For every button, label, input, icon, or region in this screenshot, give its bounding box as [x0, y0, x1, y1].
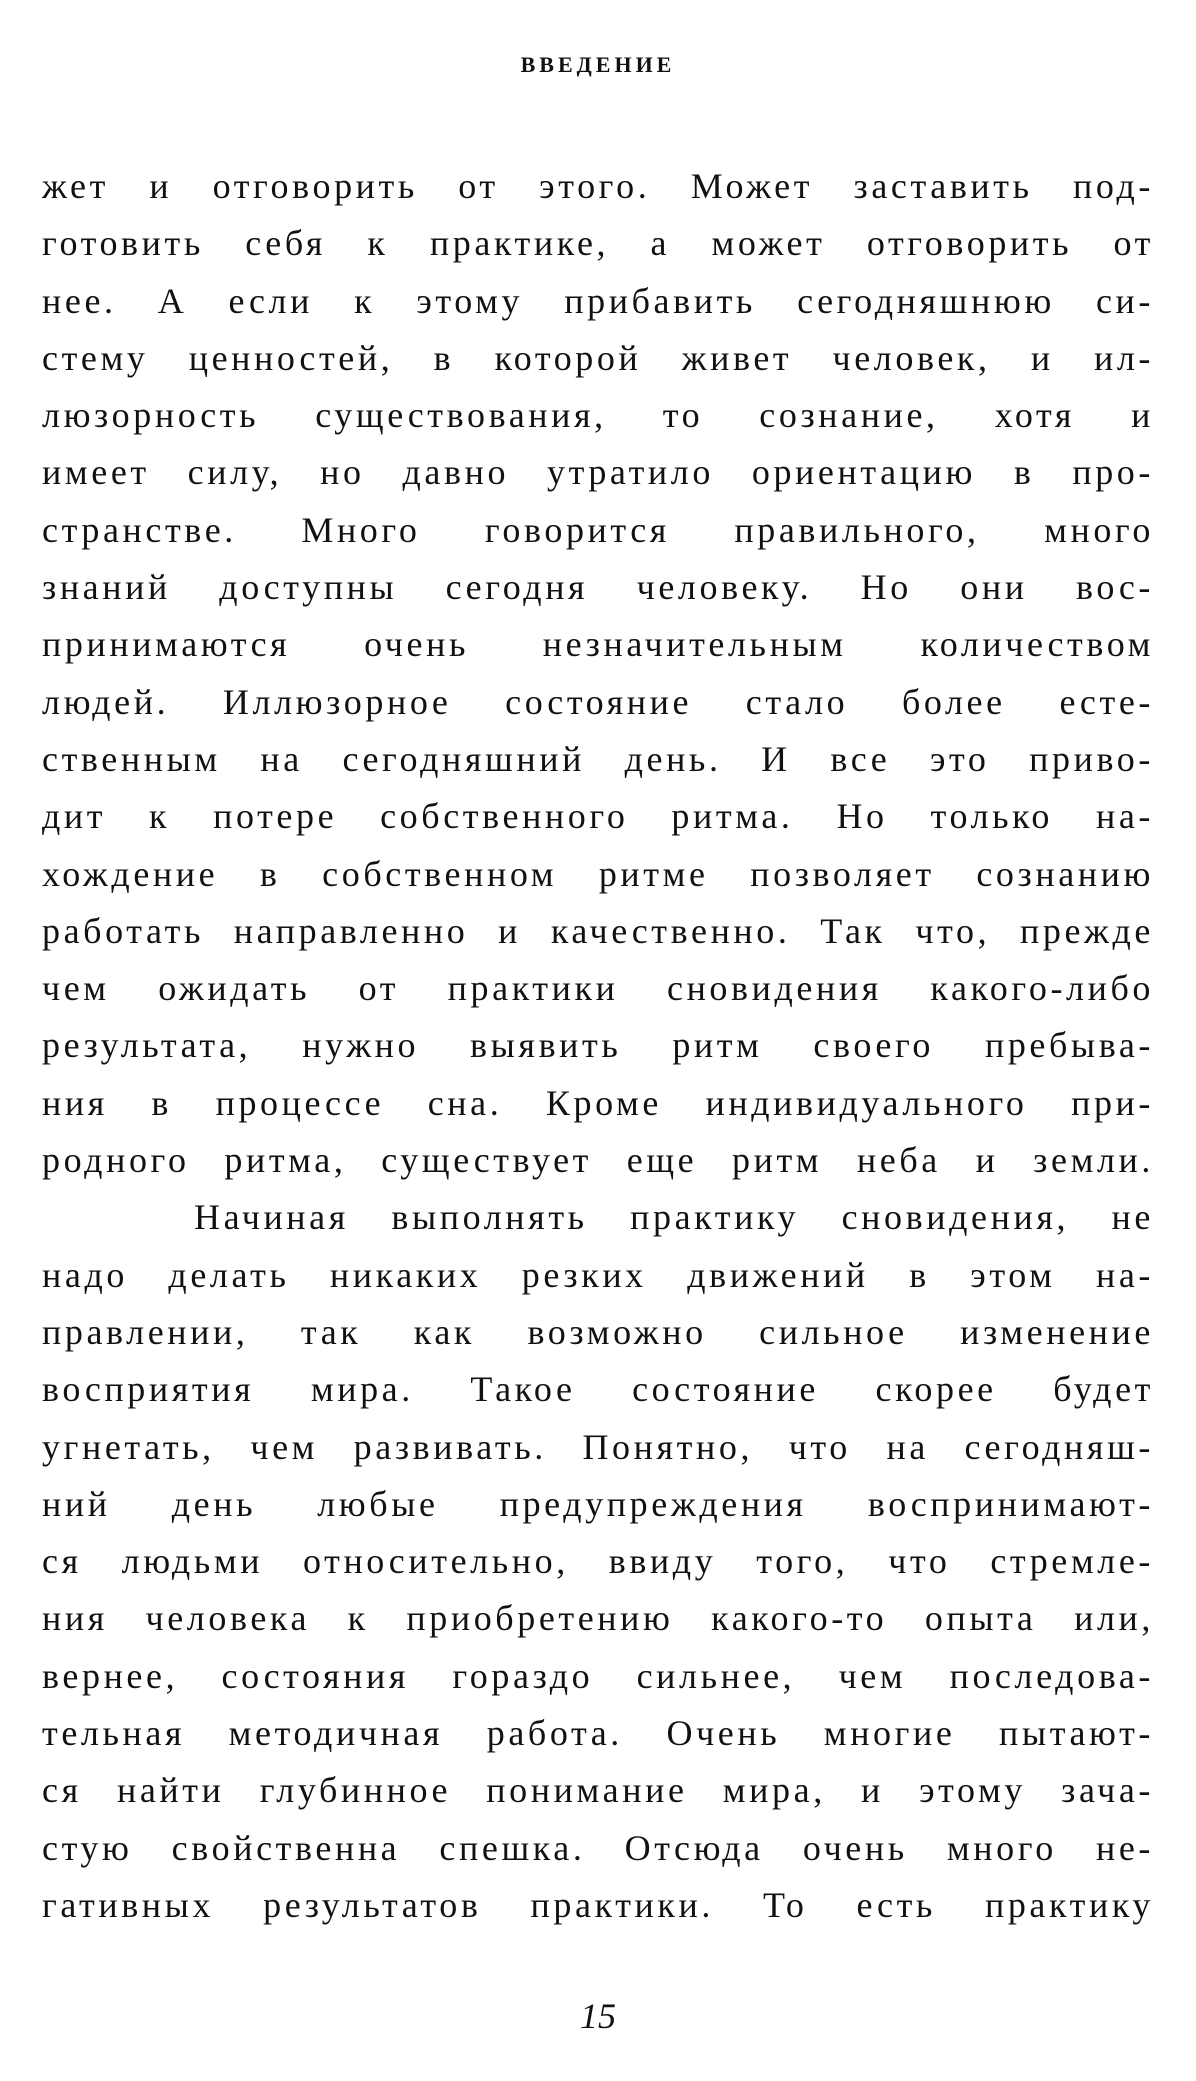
text-line: стую свойственна спешка. Отсюда очень много не- — [42, 1827, 1154, 1868]
text-line: ся найти глубинное понимание мира, и этому зача- — [42, 1770, 1154, 1811]
text-line: надо делать никаких резких движений в этом на- — [42, 1254, 1154, 1295]
text-line: гативных результатов практики. То есть практику — [42, 1884, 1154, 1925]
text-line: чем ожидать от практики сновидения какого-либо — [42, 968, 1154, 1009]
text-line: знаний доступны сегодня человеку. Но они вос- — [42, 567, 1154, 608]
text-line: хождение в собственном ритме позволяет сознанию — [42, 853, 1154, 894]
text-line: стему ценностей, в которой живет человек, и ил- — [42, 337, 1154, 378]
text-line: нее. А если к этому прибавить сегодняшнюю си- — [42, 280, 1154, 321]
text-line: ния в процессе сна. Кроме индивидуального при- — [42, 1082, 1154, 1123]
text-line: угнетать, чем развивать. Понятно, что на сегодняш- — [42, 1426, 1154, 1467]
text-line: работать направленно и качественно. Так что, прежде — [42, 910, 1154, 951]
text-line: тельная методичная работа. Очень многие пытают- — [42, 1713, 1154, 1754]
text-line: имеет силу, но давно утратило ориентацию в про- — [42, 452, 1154, 493]
page-number: 15 — [580, 1996, 616, 2036]
text-line: странстве. Много говорится правильного, много — [42, 509, 1154, 550]
text-line: результата, нужно выявить ритм своего пребыва- — [42, 1025, 1154, 1066]
text-line: правлении, так как возможно сильное изменение — [42, 1311, 1154, 1352]
body-text — [42, 158, 1154, 1934]
paragraph-first-line: Начиная выполнять практику сновидения, не — [194, 1197, 1154, 1238]
text-line: готовить себя к практике, а может отговорить от — [42, 223, 1154, 264]
text-line: вернее, состояния гораздо сильнее, чем последова- — [42, 1655, 1154, 1696]
text-line: жет и отговорить от этого. Может заставить под- — [42, 166, 1154, 206]
text-line: принимаются очень незначительным количеством — [42, 624, 1154, 665]
text-line: ся людьми относительно, ввиду того, что стремле- — [42, 1541, 1154, 1582]
text-line: родного ритма, существует еще ритм неба и земли. — [42, 1140, 1154, 1181]
text-line: люзорность существования, то сознание, хотя и — [42, 395, 1154, 436]
text-line: людей. Иллюзорное состояние стало более есте- — [42, 681, 1154, 722]
text-line: ственным на сегодняшний день. И все это приво- — [42, 738, 1154, 779]
text-line: ний день любые предупреждения воспринимают- — [42, 1483, 1154, 1524]
text-line: дит к потере собственного ритма. Но только на- — [42, 796, 1154, 837]
text-line: восприятия мира. Такое состояние скорее будет — [42, 1369, 1154, 1410]
text-line: ния человека к приобретению какого-то опыта или, — [42, 1598, 1154, 1639]
running-head: ВВЕДЕНИЕ — [520, 52, 676, 77]
